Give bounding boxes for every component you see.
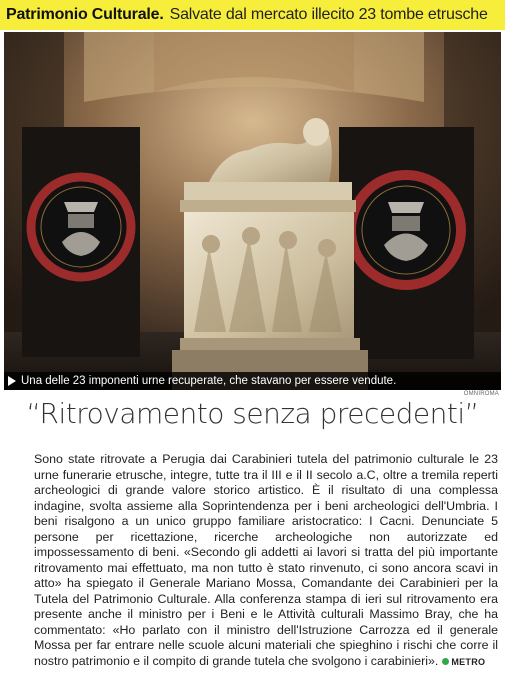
article-title: “Ritrovamento senza precedenti” [26,397,479,430]
article-body [34,452,498,670]
article-photo [4,32,501,390]
metro-dot-icon [442,658,449,665]
body-text: Sono state ritrovate a Perugia dai Carabinieri tutela del patrimonio culturale le 23 urne funerarie etrusche, integre, tutte tra il III e il II secolo a.C, oltre a tremila reperti archeologici di grande valore storico artistico. È il risultato di una complessa indagine, svolta assieme alla Soprintendenza per i beni archeologici dell'Umbria. I beni risalgono a un unico gruppo familiare aristocratico: I Cacni. Denunciate 5 persone per ricettazione, ricerche archeologiche non autorizzate ed impossessamento di beni. «Secondo gli addetti ai lavori si tratta del più importante ritrovamento mai effettuato, ma non tutto è stato rinvenuto, ci sono ancora scavi in atto» ha spiegato il Generale Mariano Mossa, Comandante dei Carabinieri per la Tutela del Patrimonio Culturale. Alla conferenza stampa di ieri sul ritrovamento era presente anche il ministro per i Beni e le Attività culturali Massimo Bray, che ha commentato: «Ho parlato con il ministro dell'Istruzione Carrozza ed il generale Mossa per far entrare nelle scuole alcuni materiali che spieghino i rischi che corre il nostro patrimonio e il compito di grande tutela che svolgono i carabinieri». [34,452,498,668]
urn-exhibit-image [4,32,501,390]
photo-credit: OMNIROMA [463,391,499,397]
photo-caption [4,372,501,390]
section-label: Patrimonio Culturale. [6,6,164,23]
section-header [0,0,505,30]
carabinieri-emblem-right [351,175,461,285]
signature: METRO [451,656,486,667]
play-triangle-icon [8,376,16,386]
headline: Salvate dal mercato illecito 23 tombe etrusche [169,6,488,23]
carabinieri-emblem-left [31,177,131,277]
caption-text: Una delle 23 imponenti urne recuperate, che stavano per essere vendute. [21,375,397,387]
